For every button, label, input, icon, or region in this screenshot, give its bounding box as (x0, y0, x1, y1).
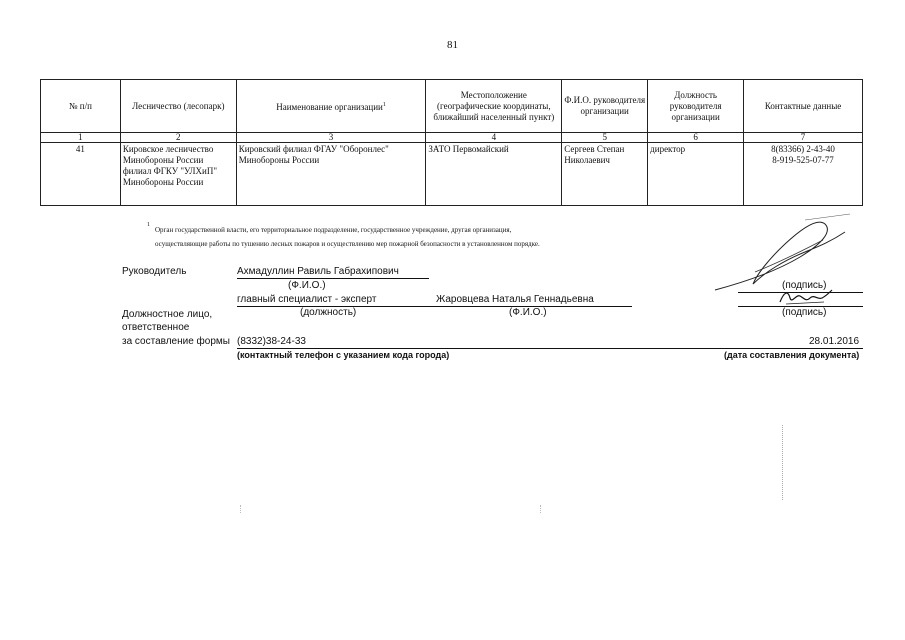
official-label-3: за составление формы (122, 336, 230, 347)
table-header-row (41, 80, 863, 133)
col-number: 3 (236, 133, 426, 143)
official-label-2: ответственное (122, 322, 190, 333)
scan-artifact (782, 425, 784, 500)
table-row (41, 143, 863, 206)
cell-num: 41 (41, 143, 121, 206)
contact-phone-2: 8-919-525-07-77 (772, 155, 834, 165)
scan-artifact (540, 505, 542, 513)
official-name: Жаровцева Наталья Геннадьевна (436, 294, 594, 305)
cell-organization: Кировский филиал ФГАУ "Оборонлес" Минобороны России (236, 143, 426, 206)
footnote-line-1: 1 Орган государственной власти, его территориальное подразделение, государственное учреждение, другая организация, (147, 222, 512, 234)
head-signature-caption: (подпись) (782, 280, 827, 291)
col-number: 7 (744, 133, 863, 143)
col-header-contacts: Контактные данные (744, 80, 863, 133)
official-label-1: Должностное лицо, (122, 309, 213, 320)
official-signature-image (776, 286, 836, 308)
cell-contacts (744, 143, 863, 206)
head-name-underline (237, 278, 429, 279)
head-signature-image (705, 212, 855, 297)
phone-date-underline (237, 348, 863, 349)
footnote-line-2: осуществляющие работы по тушению лесных пожаров и осуществлению мер пожарной безопасности в установленном порядке. (155, 240, 540, 248)
contact-phone: (8332)38-24-33 (237, 336, 306, 347)
col-header-position: Должность руководителя организации (648, 80, 744, 133)
col-header-organization: Наименование организации$^1$ (236, 80, 426, 133)
phone-caption: (контактный телефон с указанием кода города) (237, 350, 450, 360)
col-number: 1 (41, 133, 121, 143)
page-number: 81 (447, 39, 458, 51)
col-header-head-name: Ф.И.О. руководителя организации (562, 80, 648, 133)
contact-phone-1: 8(83366) 2-43-40 (771, 144, 835, 154)
head-name: Ахмадуллин Равиль Габрахипович (237, 266, 399, 277)
official-underline (237, 306, 632, 307)
col-number: 6 (648, 133, 744, 143)
date-caption: (дата составления документа) (724, 350, 860, 360)
head-label: Руководитель (122, 266, 187, 277)
cell-head-name: Сергеев Степан Николаевич (562, 143, 648, 206)
col-header-forestry: Лесничество (лесопарк) (120, 80, 236, 133)
col-header-location: Местоположение (географические координаты, ближайший населенный пункт) (426, 80, 562, 133)
position-caption: (должность) (300, 307, 357, 318)
col-header-num: № п/п (41, 80, 121, 133)
cell-forestry: Кировское лесничество Минобороны России филиал ФГКУ "УЛХиП" Минобороны России (120, 143, 236, 206)
col-number: 4 (426, 133, 562, 143)
forestry-table (40, 79, 863, 206)
column-number-row (41, 133, 863, 143)
footnote-ref: 1 (382, 101, 386, 108)
official-fio-caption: (Ф.И.О.) (509, 307, 547, 318)
footnote-mark: 1 (147, 222, 150, 228)
official-signature-caption: (подпись) (782, 307, 827, 318)
col-number: 2 (120, 133, 236, 143)
head-fio-caption: (Ф.И.О.) (288, 280, 326, 291)
document-date: 28.01.2016 (809, 336, 860, 347)
col-number: 5 (562, 133, 648, 143)
official-position: главный специалист - эксперт (237, 294, 377, 305)
cell-location: ЗАТО Первомайский (426, 143, 562, 206)
scan-artifact (240, 505, 242, 513)
cell-position: директор (648, 143, 744, 206)
